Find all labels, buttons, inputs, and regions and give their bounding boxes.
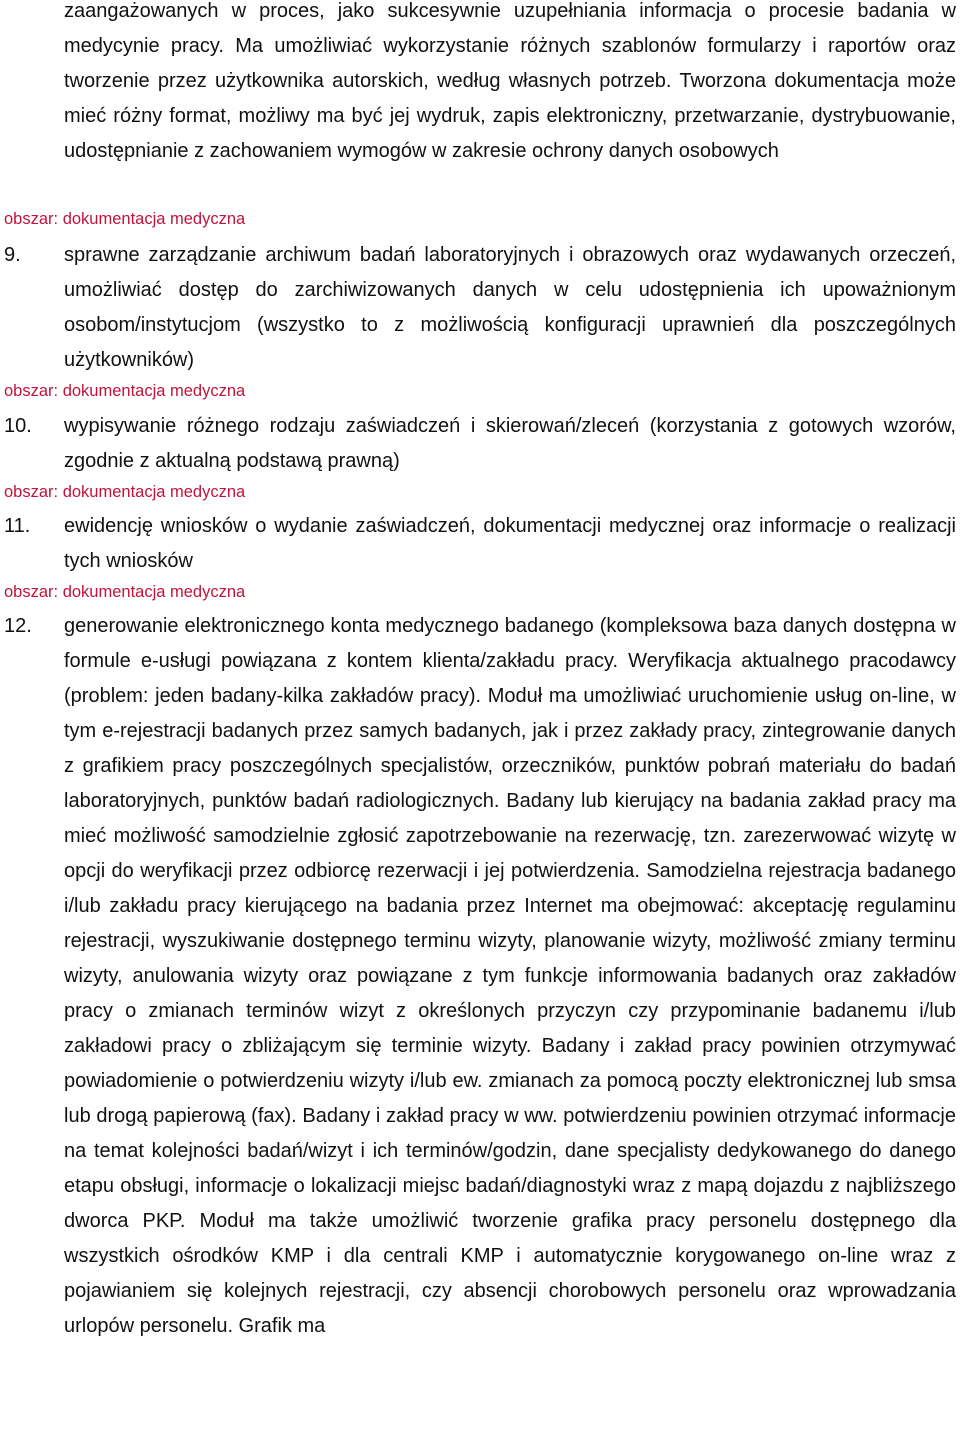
item-number: 10. (4, 415, 32, 437)
item-number: 12. (4, 615, 32, 637)
item-number: 11. (4, 515, 31, 537)
item-text: generowanie elektronicznego konta medycznego badanego (kompleksowa baza danych dostępna w formule e-usługi powiązana z kontem klienta/zakładu pracy. Weryfikacja aktualnego pracodawcy (problem: jeden badany-kilka zakładów pracy). Moduł ma umożliwiać uruchomienie usług on-line, w tym e-rejestracji badanych przez samych badanych, jak i przez zakłady pracy, zintegrowanie danych z grafikiem pracy poszczególnych specjalistów, orzeczników, punktów pobrań materiału do badań laboratoryjnych, punktów badań radiologicznych. Badany lub kierujący na badania zakład pracy ma mieć możliwość samodzielnie zgłosić zapotrzebowanie na rezerwację, tzn. zarezerwować wizytę w opcji do weryfikacji przez odbiorcę rezerwacji i jej potwierdzenia. Samodzielna rejestracja badanego i/lub zakładu pracy kierującego na badania przez Internet ma obejmować: akceptację regulaminu rejestracji, wyszukiwanie dostępnego terminu wizyty, planowanie wizyty, możliwość zmiany terminu wizyty, anulowania wizyty oraz powiązane z tym funkcje informowania badanych oraz zakładów pracy o zmianach terminów wizyt z określonych przyczyn czy przypominanie badanemu i/lub zakładowi pracy o zbliżającym się terminie wizyty. Badany i zakład pracy powinien otrzymywać powiadomienie o potwierdzeniu wizyty i/lub ew. zmianach za pomocą poczty elektronicznej lub smsa lub drogą papierową (fax). Badany i zakład pracy w ww. potwierdzeniu powinien otrzymać informacje na temat kolejności badań/wizyt i ich terminów/godzin, dane specjalisty dedykowanego do danego etapu obsługi, informacje o lokalizacji miejsc badań/diagnostyki wraz z mapą dojazdu z najbliższego dworca PKP. Moduł ma także umożliwić tworzenie grafika pracy personelu dostępnego dla wszystkich ośrodków KMP i dla centrali KMP i automatycznie korygowanego on-line wraz z pojawianiem się kolejnych rejestracji, czy absencji chorobowych personelu oraz wprowadzania urlopów personelu. Grafik ma (64, 615, 956, 1337)
intro-paragraph: zaangażowanych w proces, jako sukcesywnie uzupełniania informacja o procesie badania w medycynie pracy. Ma umożliwiać wykorzystanie różnych szablonów formularzy i raportów oraz tworzenie przez użytkownika autorskich, według własnych potrzeb. Tworzona dokumentacja może mieć różny format, możliwy ma być jej wydruk, zapis elektroniczny, przetwarzanie, dystrybuowanie, udostępnianie z zachowaniem wymogów w zakresie ochrony danych osobowych (64, 0, 956, 162)
item-text: wypisywanie różnego rodzaju zaświadczeń i skierowań/zleceń (korzystania z gotowych wzorów, zgodnie z aktualną podstawą prawną) (64, 415, 956, 472)
item-text: ewidencję wniosków o wydanie zaświadczeń, dokumentacji medycznej oraz informacje o realizacji tych wniosków (64, 515, 956, 572)
item-number: 9. (4, 244, 21, 266)
area-label: obszar: dokumentacja medyczna (4, 483, 246, 501)
area-label: obszar: dokumentacja medyczna (4, 210, 246, 228)
area-label: obszar: dokumentacja medyczna (4, 382, 246, 400)
item-text: sprawne zarządzanie archiwum badań laboratoryjnych i obrazowych oraz wydawanych orzeczeń, umożliwiać dostęp do zarchiwizowanych danych w celu udostępnienia ich upoważnionym osobom/instytucjom (wszystko to z możliwością konfiguracji uprawnień dla poszczególnych użytkowników) (64, 244, 956, 371)
area-label: obszar: dokumentacja medyczna (4, 583, 246, 601)
